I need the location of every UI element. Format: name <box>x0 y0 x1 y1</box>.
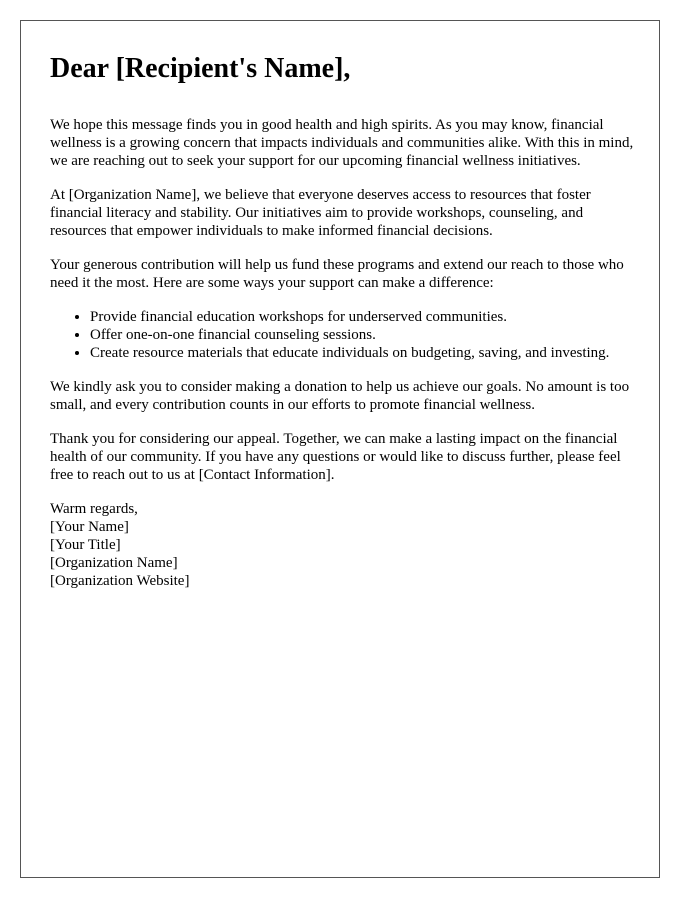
support-list <box>50 308 638 362</box>
letter-body <box>50 49 638 590</box>
organization-website: [Organization Website] <box>50 573 190 589</box>
donation-request-paragraph: We kindly ask you to consider making a donation to help us achieve our goals. No amount is too small, and every contribution counts in our efforts to promote financial wellness. <box>50 379 630 413</box>
sender-name: [Your Name] <box>50 519 129 535</box>
list-item: • Create resource materials that educate individuals on budgeting, saving, and investing. <box>90 344 638 362</box>
contribution-paragraph: Your generous contribution will help us fund these programs and extend our reach to those who need it the most. Here are some ways your support can make a difference: <box>50 257 624 291</box>
signature-block <box>50 500 638 590</box>
organization-paragraph: At [Organization Name], we believe that everyone deserves access to resources that foster financial literacy and stability. Our initiatives aim to provide workshops, counseling, and resources that empower individuals to make informed financial decisions. <box>50 187 591 239</box>
intro-paragraph: We hope this message finds you in good health and high spirits. As you may know, financial wellness is a growing concern that impacts individuals and communities alike. With this in mind, we are reaching out to seek your support for our upcoming financial wellness initiatives. <box>50 117 634 169</box>
organization-name: [Organization Name] <box>50 555 178 571</box>
thank-you-paragraph: Thank you for considering our appeal. Together, we can make a lasting impact on the financial health of our community. If you have any questions or would like to discuss further, please feel free to reach out to us at [Contact Information]. <box>50 431 621 483</box>
list-item: • Offer one-on-one financial counseling sessions. <box>90 326 638 344</box>
sign-off: Warm regards, <box>50 501 138 517</box>
letter-page <box>20 20 660 878</box>
salutation: Dear [Recipient's Name], <box>50 53 351 84</box>
sender-title: [Your Title] <box>50 537 121 553</box>
list-item: • Provide financial education workshops for underserved communities. <box>90 308 638 326</box>
